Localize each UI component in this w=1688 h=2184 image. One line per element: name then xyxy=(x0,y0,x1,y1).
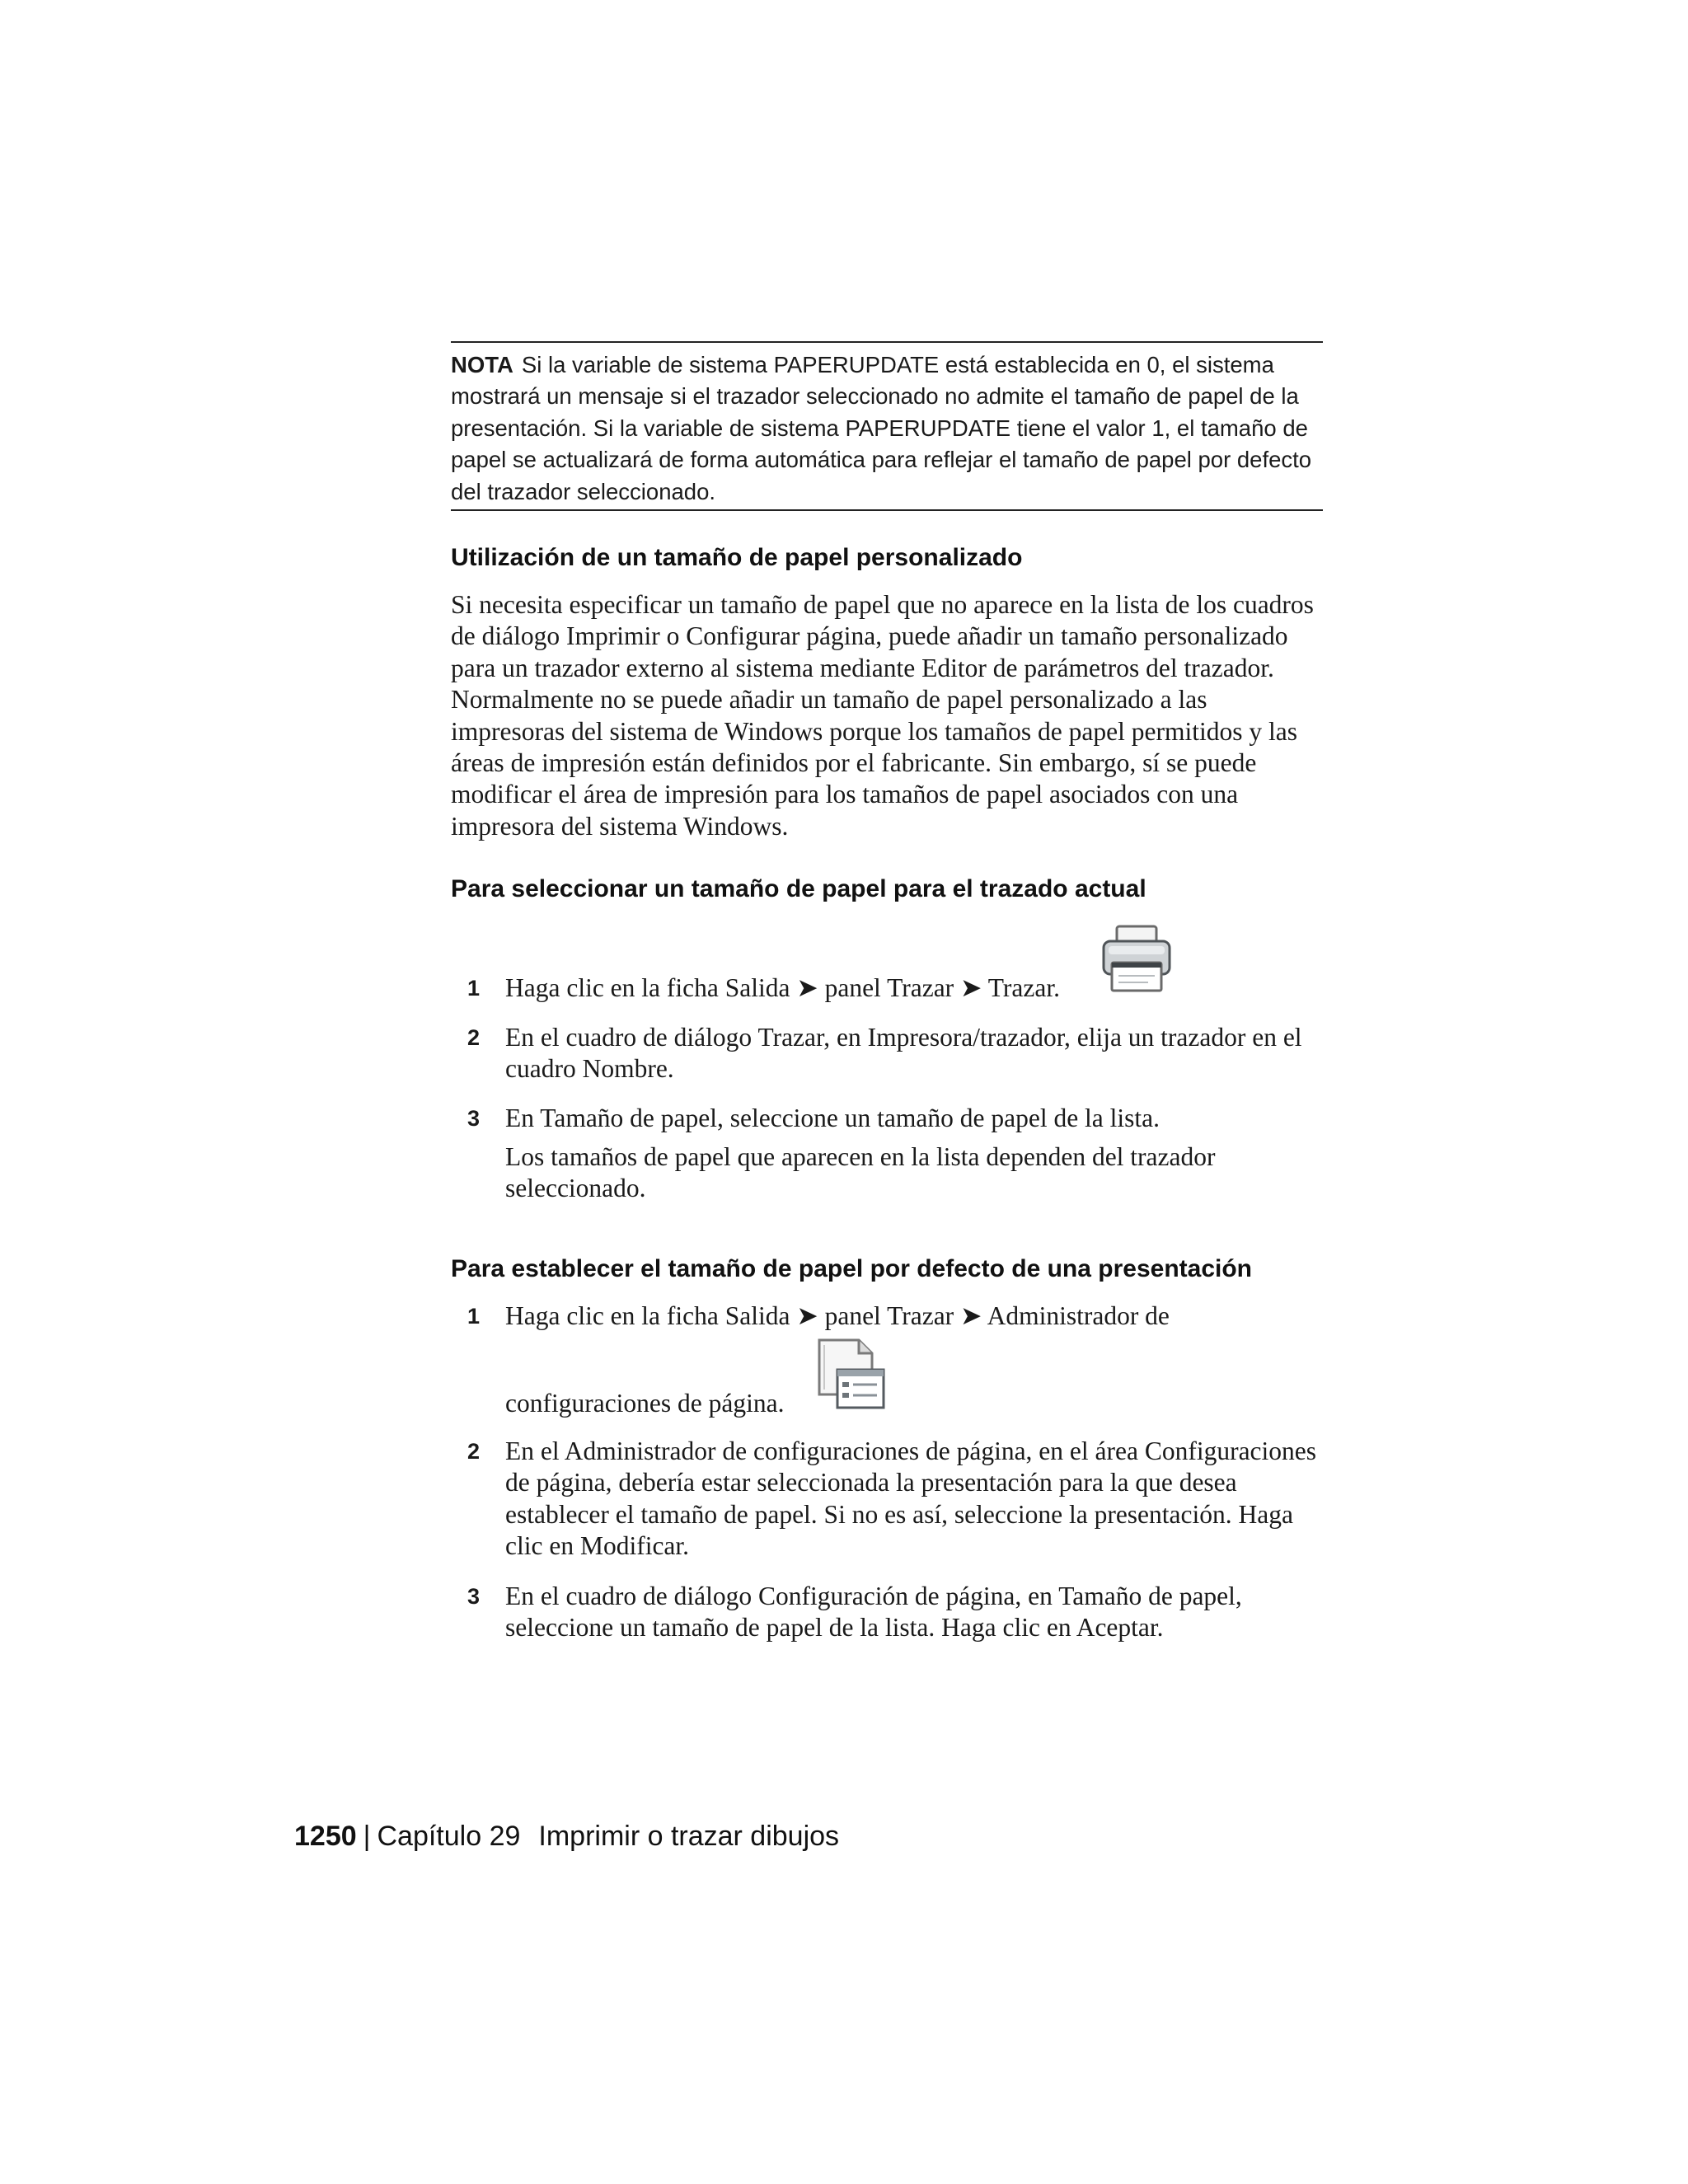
step-number: 1 xyxy=(467,976,481,1001)
procedure-heading-select-paper-size: Para seleccionar un tamaño de papel para el trazado actual xyxy=(451,875,1146,902)
page-footer xyxy=(294,1818,1036,1854)
step-text: En el Administrador de configuraciones de página, en el área Configuraciones de página, debería estar seleccionada la presentación para la que desea establecer el tamaño de papel. Si no es así, seleccione la presentación. Haga clic en Modificar. xyxy=(505,1436,1317,1561)
step-text: Haga clic en la ficha Salida ➤ panel Trazar ➤ Trazar. xyxy=(505,973,1060,1002)
note-box xyxy=(451,341,1323,511)
step-text-continued: configuraciones de página. xyxy=(505,1389,785,1418)
step-number: 2 xyxy=(467,1439,481,1464)
step-number: 1 xyxy=(467,1304,481,1329)
step-number: 3 xyxy=(467,1584,481,1609)
step-number: 3 xyxy=(467,1106,481,1131)
footer-separator: | xyxy=(363,1821,371,1852)
chapter-label: Capítulo 29 xyxy=(377,1821,521,1852)
printer-icon xyxy=(1100,925,1173,994)
step-text: Haga clic en la ficha Salida ➤ panel Trazar ➤ Administrador de xyxy=(505,1301,1170,1330)
step-text: En el cuadro de diálogo Configuración de página, en Tamaño de papel, seleccione un tamaño de papel de la lista. Haga clic en Aceptar. xyxy=(505,1582,1242,1643)
note-label: NOTA xyxy=(451,352,513,377)
step-note: Los tamaños de papel que aparecen en la lista dependen del trazador seleccionado. xyxy=(505,1142,1216,1203)
note-paragraph xyxy=(451,349,1323,508)
note-text: Si la variable de sistema PAPERUPDATE está establecida en 0, el sistema mostrará un mensaje si el trazador seleccionado no admite el tamaño de papel de la presentación. Si la variable de sistema PAPERUPDATE tiene el valor 1, el tamaño de papel se actualizará de forma automática para reflejar el tamaño de papel por defecto del trazador seleccionado. xyxy=(451,352,1312,504)
section-heading-custom-paper-size: Utilización de un tamaño de papel personalizado xyxy=(451,544,1023,571)
step-text: En Tamaño de papel, seleccione un tamaño de papel de la lista. xyxy=(505,1104,1160,1132)
step-text: En el cuadro de diálogo Trazar, en Impresora/trazador, elija un trazador en el cuadro Nombre. xyxy=(505,1023,1302,1084)
step-number: 2 xyxy=(467,1025,481,1050)
page-setup-manager-icon xyxy=(816,1337,887,1411)
page-number: 1250 xyxy=(294,1821,357,1852)
procedure-heading-default-paper-size: Para establecer el tamaño de papel por defecto de una presentación xyxy=(451,1255,1252,1282)
chapter-title: Imprimir o trazar dibujos xyxy=(538,1821,840,1852)
section-paragraph: Si necesita especificar un tamaño de papel que no aparece en la lista de los cuadros de diálogo Imprimir o Configurar página, puede añadir un tamaño personalizado para un trazador externo al sistema mediante Editor de parámetros del trazador. Normalmente no se puede añadir un tamaño de papel personalizado a las impresoras del sistema de Windows porque los tamaños de papel permitidos y las áreas de impresión están definidos por el fabricante. Sin embargo, sí se puede modificar el área de impresión para los tamaños de papel asociados con una impresora del sistema Windows. xyxy=(451,590,1314,841)
